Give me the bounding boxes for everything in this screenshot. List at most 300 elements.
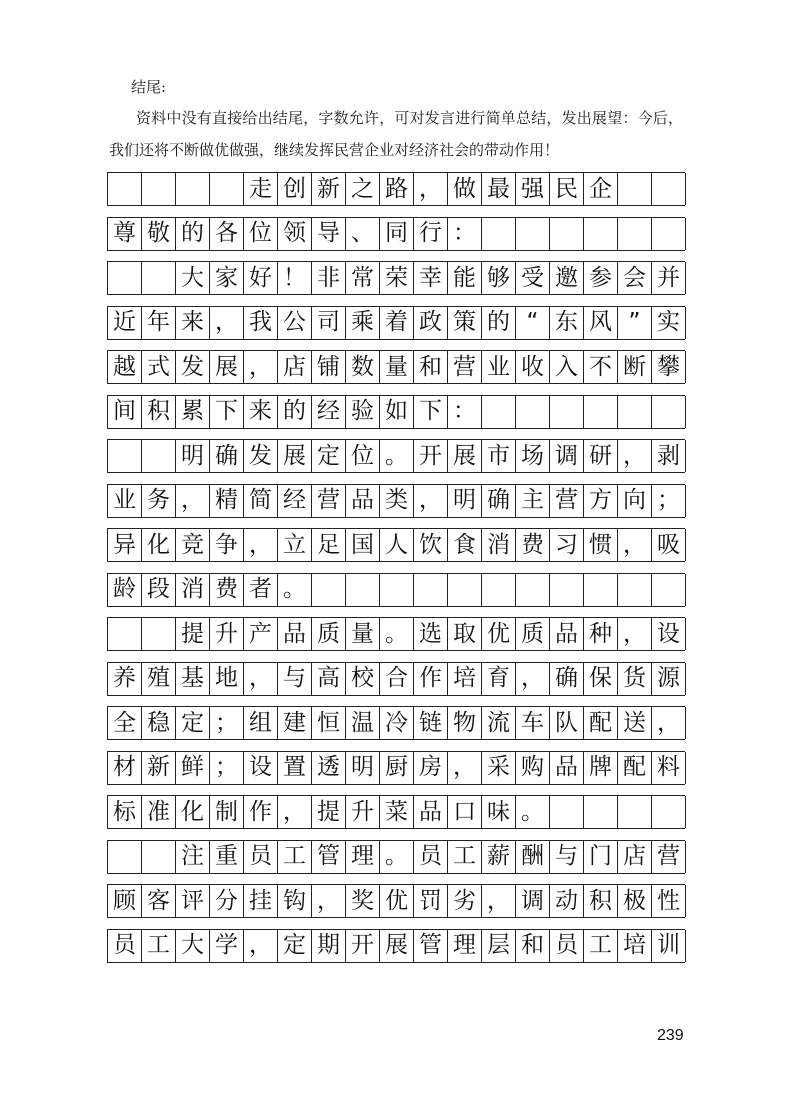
- grid-cell: [312, 574, 346, 606]
- grid-cell: 年: [142, 307, 176, 339]
- grid-cell: 厨: [380, 752, 414, 784]
- grid-cell: 营: [448, 351, 482, 383]
- grid-cell: 品: [414, 796, 448, 828]
- grid-cell: 殖: [142, 663, 176, 695]
- grid-cell: 务: [142, 485, 176, 517]
- grid-cell: 种: [584, 618, 618, 650]
- grid-cell: 品: [550, 618, 584, 650]
- grid-cell: 采: [482, 752, 516, 784]
- grid-row: [107, 751, 685, 785]
- grid-cell: [482, 396, 516, 428]
- grid-cell: 消: [482, 529, 516, 561]
- grid-cell: 我: [244, 307, 278, 339]
- grid-cell: 工: [142, 930, 176, 962]
- grid-cell: [652, 396, 686, 428]
- grid-cell: 调: [516, 885, 550, 917]
- grid-cell: 足: [312, 529, 346, 561]
- grid-cell: ；: [210, 752, 244, 784]
- grid-cell: 强: [516, 173, 550, 205]
- grid-cell: 争: [210, 529, 244, 561]
- grid-cell: 的: [176, 218, 210, 250]
- grid-cell: 基: [176, 663, 210, 695]
- grid-cell: 流: [482, 707, 516, 739]
- grid-cell: [652, 574, 686, 606]
- grid-row: [107, 795, 685, 829]
- grid-cell: 开: [414, 440, 448, 472]
- grid-cell: 取: [448, 618, 482, 650]
- grid-cell: 设: [244, 752, 278, 784]
- grid-cell: 做: [448, 173, 482, 205]
- grid-cell: 确: [550, 663, 584, 695]
- grid-cell: 敬: [142, 218, 176, 250]
- intro-line-2: 我们还将不断做优做强，继续发挥民营企业对经济社会的带动作用！: [109, 141, 560, 159]
- grid-cell: 工: [448, 841, 482, 873]
- grid-row: [107, 573, 685, 607]
- grid-cell: 来: [244, 396, 278, 428]
- grid-cell: 消: [176, 574, 210, 606]
- grid-cell: 理: [346, 841, 380, 873]
- grid-cell: [142, 262, 176, 294]
- grid-cell: ，: [244, 663, 278, 695]
- grid-cell: 间: [108, 396, 142, 428]
- grid-cell: 积: [142, 396, 176, 428]
- grid-cell: 高: [312, 663, 346, 695]
- grid-cell: 费: [516, 529, 550, 561]
- grid-cell: [380, 574, 414, 606]
- grid-cell: 合: [380, 663, 414, 695]
- grid-cell: 营: [652, 841, 686, 873]
- grid-cell: 提: [312, 796, 346, 828]
- grid-cell: 吸: [652, 529, 686, 561]
- grid-cell: 员: [550, 930, 584, 962]
- grid-cell: 邀: [550, 262, 584, 294]
- grid-cell: 牌: [584, 752, 618, 784]
- grid-cell: [176, 173, 210, 205]
- grid-cell: 训: [652, 930, 686, 962]
- grid-cell: 管: [312, 841, 346, 873]
- grid-cell: 重: [210, 841, 244, 873]
- grid-cell: 。: [380, 841, 414, 873]
- grid-cell: 竞: [176, 529, 210, 561]
- grid-cell: ，: [652, 707, 686, 739]
- grid-cell: 、: [346, 218, 380, 250]
- grid-cell: [516, 396, 550, 428]
- grid-row: [107, 662, 685, 696]
- grid-cell: 展: [380, 930, 414, 962]
- grid-cell: 费: [210, 574, 244, 606]
- grid-cell: 作: [414, 663, 448, 695]
- grid-cell: 越: [108, 351, 142, 383]
- grid-cell: 温: [346, 707, 380, 739]
- grid-cell: 评: [176, 885, 210, 917]
- grid-cell: [108, 262, 142, 294]
- grid-cell: ，: [244, 351, 278, 383]
- grid-cell: 劣: [448, 885, 482, 917]
- grid-cell: 优: [380, 885, 414, 917]
- grid-cell: 方: [584, 485, 618, 517]
- grid-cell: 研: [584, 440, 618, 472]
- grid-cell: 稳: [142, 707, 176, 739]
- grid-cell: 积: [584, 885, 618, 917]
- grid-cell: 者: [244, 574, 278, 606]
- grid-cell: 大: [176, 262, 210, 294]
- grid-cell: ，: [312, 885, 346, 917]
- grid-cell: [142, 841, 176, 873]
- grid-cell: 新: [312, 173, 346, 205]
- grid-cell: 期: [312, 930, 346, 962]
- grid-cell: ，: [448, 752, 482, 784]
- grid-cell: 受: [516, 262, 550, 294]
- grid-cell: [550, 396, 584, 428]
- grid-cell: 。: [278, 574, 312, 606]
- grid-cell: 展: [210, 351, 244, 383]
- grid-cell: 经: [278, 485, 312, 517]
- grid-cell: 链: [414, 707, 448, 739]
- grid-cell: 公: [278, 307, 312, 339]
- grid-cell: 置: [278, 752, 312, 784]
- grid-cell: 店: [278, 351, 312, 383]
- grid-cell: ；: [210, 707, 244, 739]
- grid-cell: ，: [414, 485, 448, 517]
- grid-cell: [652, 218, 686, 250]
- grid-cell: 。: [380, 618, 414, 650]
- grid-cell: [618, 796, 652, 828]
- grid-cell: 同: [380, 218, 414, 250]
- grid-cell: [142, 173, 176, 205]
- grid-cell: 够: [482, 262, 516, 294]
- grid-cell: 客: [142, 885, 176, 917]
- grid-cell: 断: [618, 351, 652, 383]
- grid-cell: 式: [142, 351, 176, 383]
- grid-cell: 优: [482, 618, 516, 650]
- grid-cell: 标: [108, 796, 142, 828]
- grid-row: [107, 439, 685, 473]
- grid-cell: 会: [618, 262, 652, 294]
- grid-cell: 管: [414, 930, 448, 962]
- grid-cell: 化: [176, 796, 210, 828]
- grid-cell: 配: [618, 752, 652, 784]
- grid-row: [107, 528, 685, 562]
- grid-cell: [108, 440, 142, 472]
- grid-row: [107, 929, 685, 963]
- grid-cell: 极: [618, 885, 652, 917]
- grid-row: [107, 840, 685, 874]
- grid-cell: 队: [550, 707, 584, 739]
- grid-cell: [584, 396, 618, 428]
- grid-cell: 食: [448, 529, 482, 561]
- grid-cell: 明: [176, 440, 210, 472]
- grid-cell: 场: [516, 440, 550, 472]
- grid-cell: 薪: [482, 841, 516, 873]
- grid-cell: ！: [278, 262, 312, 294]
- grid-cell: 罚: [414, 885, 448, 917]
- grid-cell: 立: [278, 529, 312, 561]
- grid-row: [107, 172, 685, 206]
- grid-cell: 国: [346, 529, 380, 561]
- grid-cell: 明: [346, 752, 380, 784]
- grid-cell: 车: [516, 707, 550, 739]
- grid-cell: 大: [176, 930, 210, 962]
- grid-cell: 员: [244, 841, 278, 873]
- grid-cell: ，: [176, 485, 210, 517]
- page-number: 239: [657, 1027, 684, 1044]
- grid-cell: 导: [312, 218, 346, 250]
- grid-cell: 升: [346, 796, 380, 828]
- grid-cell: 近: [108, 307, 142, 339]
- grid-cell: [516, 218, 550, 250]
- grid-cell: ，: [482, 885, 516, 917]
- grid-cell: 经: [312, 396, 346, 428]
- grid-cell: 向: [618, 485, 652, 517]
- grid-cell: 质: [312, 618, 346, 650]
- grid-cell: 展: [448, 440, 482, 472]
- grid-cell: 房: [414, 752, 448, 784]
- grid-cell: 着: [380, 307, 414, 339]
- grid-cell: 透: [312, 752, 346, 784]
- grid-cell: 的: [278, 396, 312, 428]
- grid-cell: 与: [550, 841, 584, 873]
- grid-cell: 荣: [380, 262, 414, 294]
- grid-cell: [482, 218, 516, 250]
- grid-cell: 购: [516, 752, 550, 784]
- grid-cell: 营: [550, 485, 584, 517]
- grid-cell: 并: [652, 262, 686, 294]
- grid-cell: 建: [278, 707, 312, 739]
- grid-cell: 动: [550, 885, 584, 917]
- grid-cell: 。: [516, 796, 550, 828]
- grid-cell: 提: [176, 618, 210, 650]
- grid-cell: [618, 574, 652, 606]
- grid-cell: 味: [482, 796, 516, 828]
- grid-cell: 酬: [516, 841, 550, 873]
- grid-cell: 工: [584, 930, 618, 962]
- grid-cell: 异: [108, 529, 142, 561]
- grid-cell: [618, 396, 652, 428]
- grid-cell: 定: [176, 707, 210, 739]
- grid-cell: 鲜: [176, 752, 210, 784]
- grid-cell: 创: [278, 173, 312, 205]
- section-label: 结尾:: [131, 78, 167, 96]
- grid-cell: [482, 574, 516, 606]
- grid-cell: 育: [482, 663, 516, 695]
- grid-cell: 定: [312, 440, 346, 472]
- grid-cell: 风: [584, 307, 618, 339]
- grid-cell: 顾: [108, 885, 142, 917]
- grid-row: [107, 706, 685, 740]
- grid-cell: 不: [584, 351, 618, 383]
- grid-cell: 位: [244, 218, 278, 250]
- grid-cell: 层: [482, 930, 516, 962]
- grid-cell: 和: [414, 351, 448, 383]
- grid-cell: 性: [652, 885, 686, 917]
- intro-line-1: 资料中没有直接给出结尾，字数允许，可对发言进行简单总结，发出展望：今后，: [136, 109, 684, 127]
- grid-cell: [550, 574, 584, 606]
- grid-cell: ，: [516, 663, 550, 695]
- grid-cell: 调: [550, 440, 584, 472]
- grid-cell: 领: [278, 218, 312, 250]
- grid-row: [107, 884, 685, 918]
- grid-cell: 主: [516, 485, 550, 517]
- grid-cell: 员: [414, 841, 448, 873]
- grid-cell: 位: [346, 440, 380, 472]
- grid-cell: ，: [244, 930, 278, 962]
- grid-cell: 的: [482, 307, 516, 339]
- grid-cell: 下: [414, 396, 448, 428]
- grid-cell: 路: [380, 173, 414, 205]
- grid-cell: [210, 173, 244, 205]
- grid-cell: 最: [482, 173, 516, 205]
- grid-cell: 货: [618, 663, 652, 695]
- grid-cell: [618, 218, 652, 250]
- grid-cell: 量: [346, 618, 380, 650]
- grid-cell: 饮: [414, 529, 448, 561]
- grid-cell: 策: [448, 307, 482, 339]
- grid-cell: 走: [244, 173, 278, 205]
- grid-cell: 来: [176, 307, 210, 339]
- grid-cell: 尊: [108, 218, 142, 250]
- grid-cell: 之: [346, 173, 380, 205]
- grid-cell: 参: [584, 262, 618, 294]
- grid-cell: [584, 796, 618, 828]
- grid-cell: 能: [448, 262, 482, 294]
- grid-cell: 数: [346, 351, 380, 383]
- grid-cell: [414, 574, 448, 606]
- grid-cell: [584, 218, 618, 250]
- grid-cell: 注: [176, 841, 210, 873]
- grid-cell: 恒: [312, 707, 346, 739]
- grid-cell: 源: [652, 663, 686, 695]
- grid-cell: 料: [652, 752, 686, 784]
- grid-cell: 品: [346, 485, 380, 517]
- grid-row: [107, 217, 685, 251]
- grid-cell: 入: [550, 351, 584, 383]
- grid-cell: 好: [244, 262, 278, 294]
- grid-cell: 菜: [380, 796, 414, 828]
- grid-row: [107, 484, 685, 518]
- grid-cell: ，: [618, 618, 652, 650]
- grid-cell: 学: [210, 930, 244, 962]
- grid-cell: ，: [414, 173, 448, 205]
- grid-cell: 校: [346, 663, 380, 695]
- grid-cell: ，: [618, 529, 652, 561]
- grid-cell: 准: [142, 796, 176, 828]
- grid-cell: 习: [550, 529, 584, 561]
- grid-cell: 剥: [652, 440, 686, 472]
- grid-cell: 民: [550, 173, 584, 205]
- grid-cell: ，: [278, 796, 312, 828]
- grid-cell: 精: [210, 485, 244, 517]
- grid-cell: ”: [618, 307, 652, 339]
- grid-cell: 段: [142, 574, 176, 606]
- grid-cell: [108, 618, 142, 650]
- grid-cell: 家: [210, 262, 244, 294]
- grid-cell: 化: [142, 529, 176, 561]
- grid-cell: 司: [312, 307, 346, 339]
- grid-cell: 养: [108, 663, 142, 695]
- grid-cell: [652, 173, 686, 205]
- grid-cell: 送: [618, 707, 652, 739]
- grid-cell: 培: [618, 930, 652, 962]
- grid-cell: 各: [210, 218, 244, 250]
- grid-row: [107, 261, 685, 295]
- grid-cell: [516, 574, 550, 606]
- grid-cell: ：: [448, 218, 482, 250]
- grid-cell: 品: [550, 752, 584, 784]
- grid-cell: 行: [414, 218, 448, 250]
- grid-cell: 龄: [108, 574, 142, 606]
- grid-cell: 发: [176, 351, 210, 383]
- grid-cell: [652, 796, 686, 828]
- grid-row: [107, 306, 685, 340]
- grid-cell: [584, 574, 618, 606]
- grid-cell: 材: [108, 752, 142, 784]
- grid-cell: 明: [448, 485, 482, 517]
- grid-cell: 幸: [414, 262, 448, 294]
- grid-cell: 配: [584, 707, 618, 739]
- grid-cell: 营: [312, 485, 346, 517]
- grid-cell: ，: [244, 529, 278, 561]
- grid-cell: 企: [584, 173, 618, 205]
- grid-cell: [448, 574, 482, 606]
- grid-cell: 量: [380, 351, 414, 383]
- grid-cell: 品: [278, 618, 312, 650]
- grid-cell: 发: [244, 440, 278, 472]
- grid-cell: 新: [142, 752, 176, 784]
- grid-row: [107, 395, 685, 429]
- grid-cell: ，: [210, 307, 244, 339]
- grid-cell: 常: [346, 262, 380, 294]
- grid-cell: 攀: [652, 351, 686, 383]
- grid-cell: 保: [584, 663, 618, 695]
- grid-cell: 作: [244, 796, 278, 828]
- grid-cell: [618, 173, 652, 205]
- grid-cell: 业: [482, 351, 516, 383]
- grid-cell: 分: [210, 885, 244, 917]
- grid-cell: ；: [652, 485, 686, 517]
- grid-cell: 简: [244, 485, 278, 517]
- grid-cell: 。: [380, 440, 414, 472]
- grid-cell: 市: [482, 440, 516, 472]
- grid-cell: 定: [278, 930, 312, 962]
- grid-cell: 铺: [312, 351, 346, 383]
- grid-cell: 制: [210, 796, 244, 828]
- grid-cell: 设: [652, 618, 686, 650]
- grid-cell: “: [516, 307, 550, 339]
- grid-cell: 非: [312, 262, 346, 294]
- grid-cell: 产: [244, 618, 278, 650]
- grid-cell: 乘: [346, 307, 380, 339]
- grid-cell: 惯: [584, 529, 618, 561]
- grid-cell: 口: [448, 796, 482, 828]
- grid-cell: 组: [244, 707, 278, 739]
- grid-cell: 质: [516, 618, 550, 650]
- grid-cell: 门: [584, 841, 618, 873]
- grid-cell: 店: [618, 841, 652, 873]
- grid-cell: 业: [108, 485, 142, 517]
- grid-cell: 物: [448, 707, 482, 739]
- grid-cell: 与: [278, 663, 312, 695]
- grid-cell: 钩: [278, 885, 312, 917]
- grid-cell: [108, 173, 142, 205]
- grid-row: [107, 350, 685, 384]
- grid-cell: [346, 574, 380, 606]
- grid-cell: 升: [210, 618, 244, 650]
- grid-cell: 政: [414, 307, 448, 339]
- grid-cell: 东: [550, 307, 584, 339]
- grid-cell: 确: [210, 440, 244, 472]
- grid-cell: [550, 796, 584, 828]
- grid-cell: 验: [346, 396, 380, 428]
